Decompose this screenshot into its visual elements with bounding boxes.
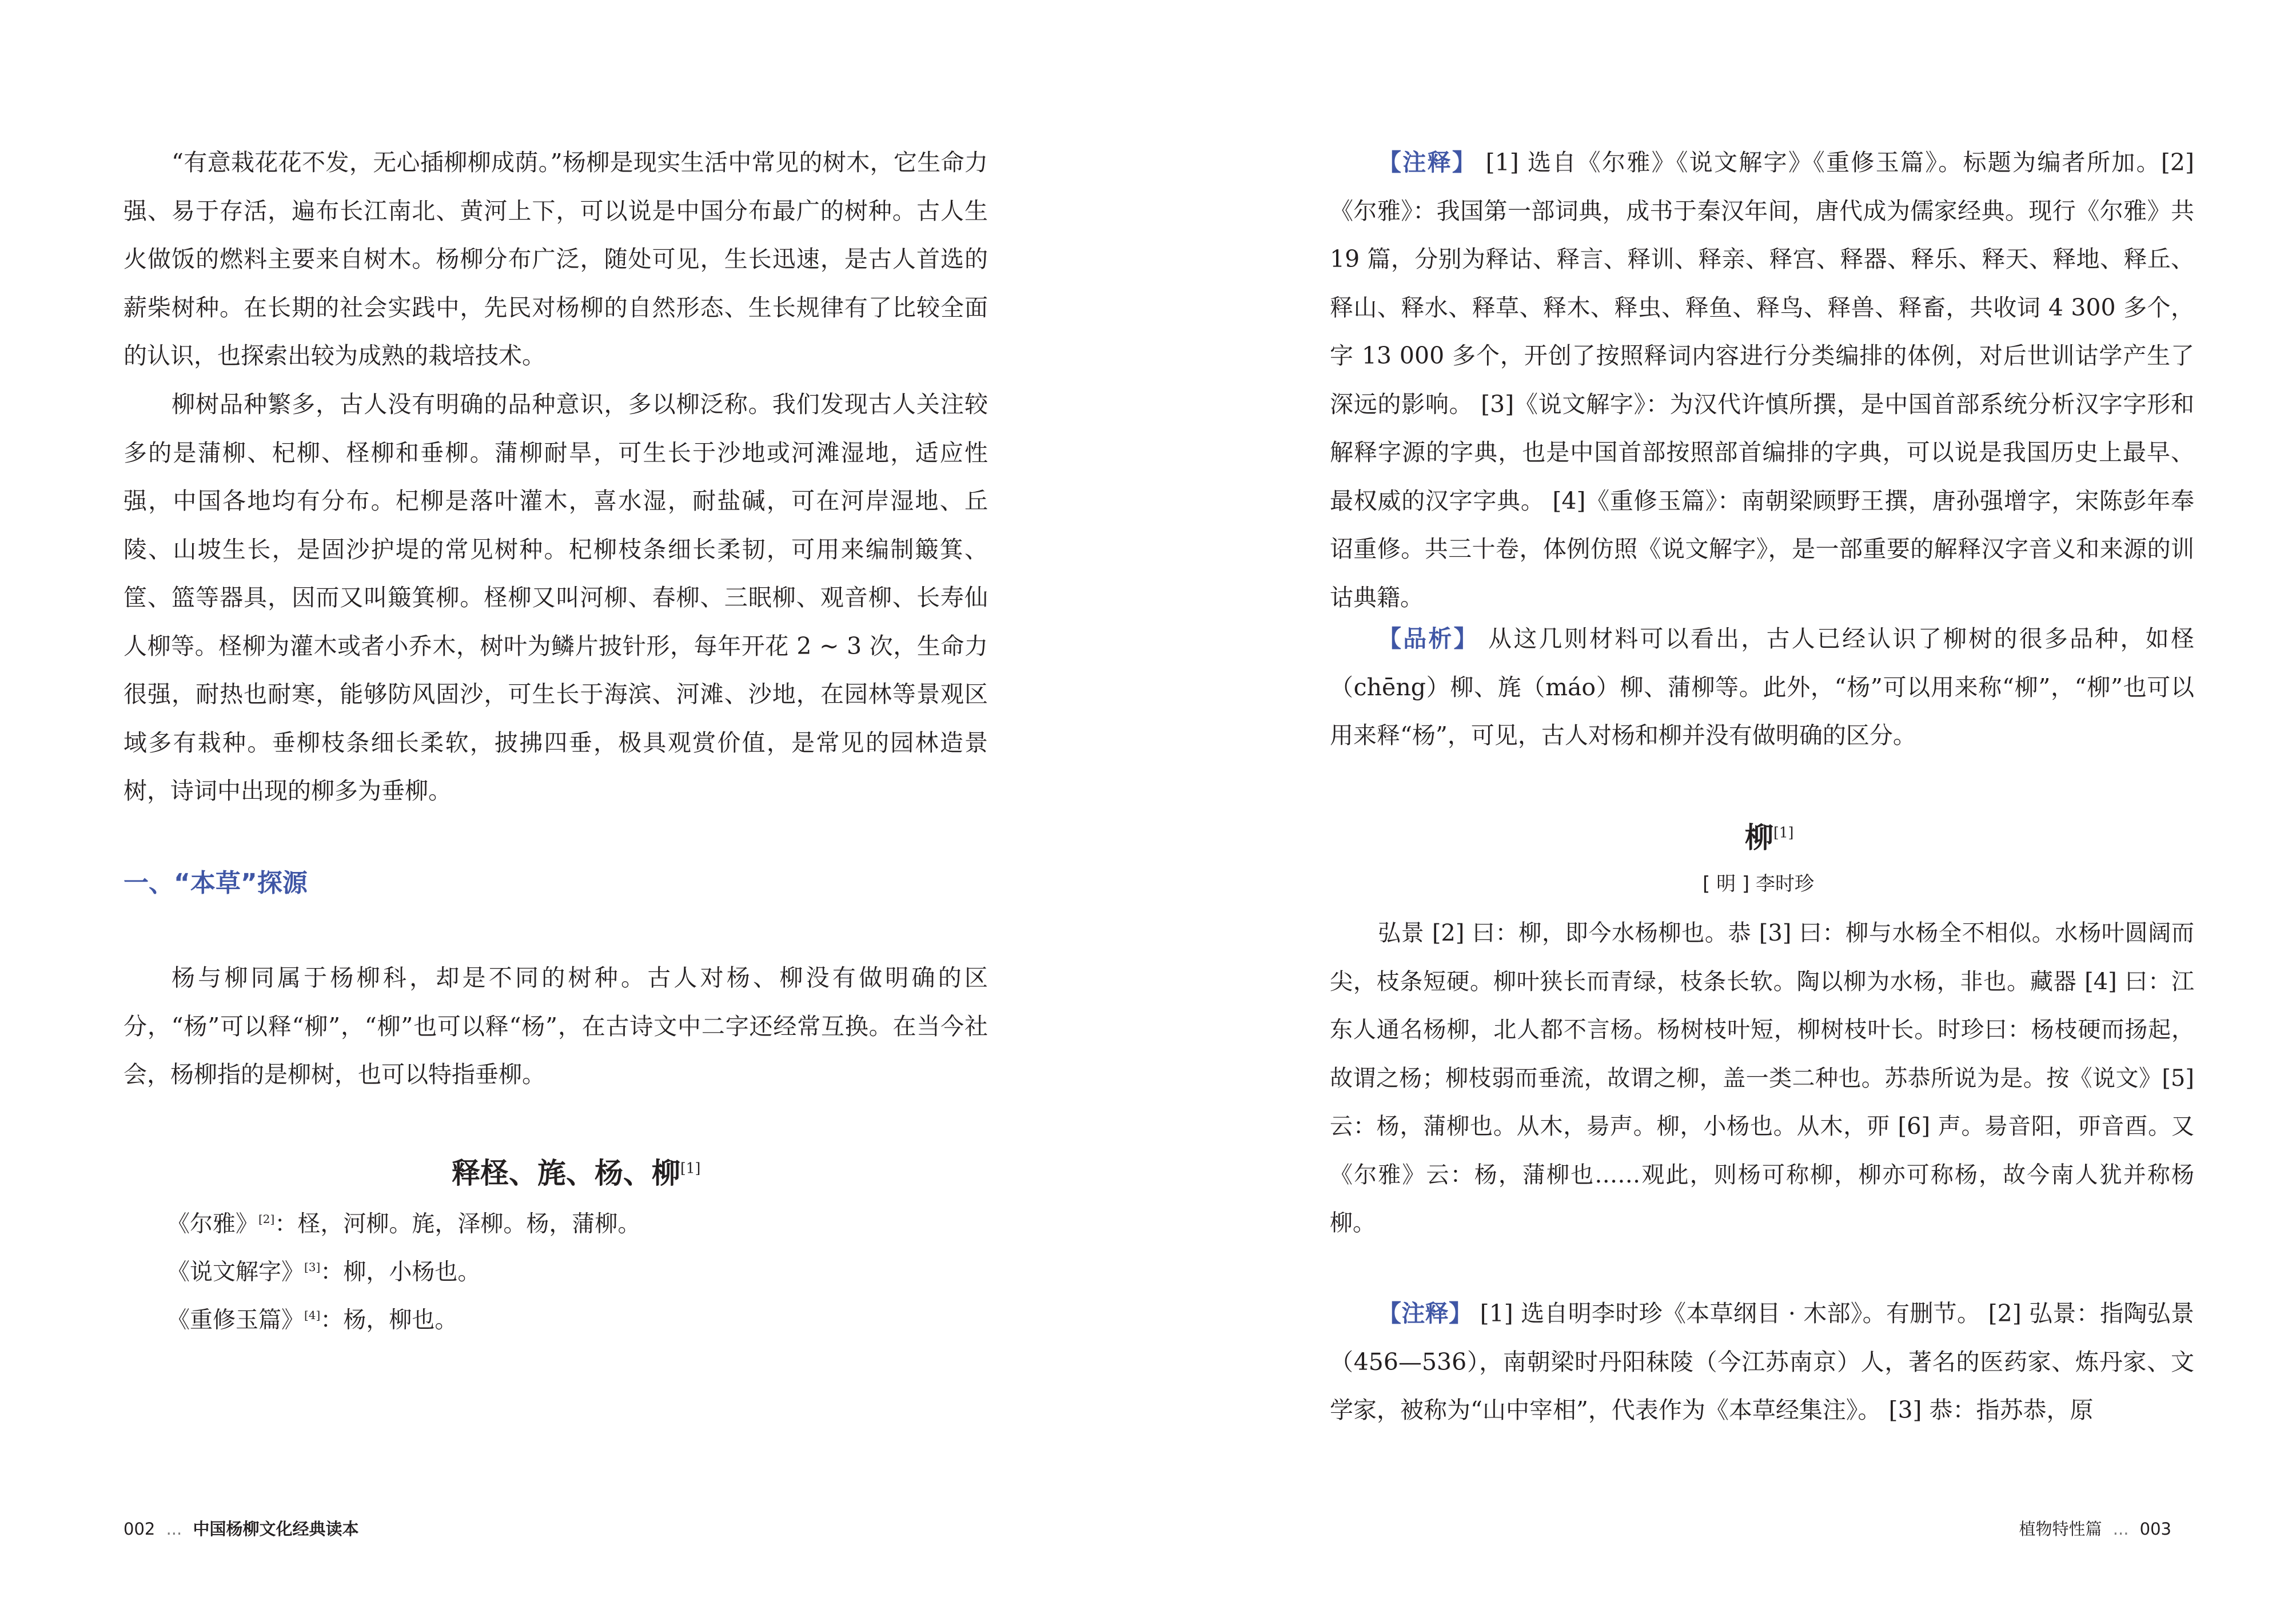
annotation-block-1 (1330, 138, 2194, 622)
footer-dots: ... (166, 1519, 182, 1539)
intro-paragraph-2: 柳树品种繁多，古人没有明确的品种意识，多以柳泛称。我们发现古人关注较多的是蒲柳、杞柳、柽柳和垂柳。蒲柳耐旱，可生长于沙地或河滩湿地，适应性强，中国各地均有分布。杞柳是落叶灌木，喜水湿，耐盐碱，可在河岸湿地、丘陵、山坡生长，是固沙护堤的常见树种。杞柳枝条细长柔韧，可用来编制簸箕、筐、篮等器具，因而又叫簸箕柳。柽柳又叫河柳、春柳、三眠柳、观音柳、长寿仙人柳等。柽柳为灌木或者小乔木，树叶为鳞片披针形，每年开花 2 ~ 3 次，生命力很强，耐热也耐寒，能够防风固沙，可生长于海滨、河滩、沙地，在园林等景观区域多有栽种。垂柳枝条细长柔软，披拂四垂，极具观赏价值，是常见的园林造景树，诗词中出现的柳多为垂柳。 (123, 391, 988, 804)
section-title: 植物特性篇 (2019, 1519, 2102, 1539)
quote-yupian (167, 1291, 457, 1344)
annotation-tag: 【注释】 (1378, 1300, 1473, 1327)
quote-note: [4] (304, 1308, 321, 1322)
quote-text: ：柳，小杨也。 (320, 1258, 481, 1285)
analysis-block (1330, 615, 2194, 760)
quote-erya (167, 1195, 640, 1248)
text-title-label: 柳 (1745, 821, 1773, 854)
text-title-note: [1] (1773, 824, 1794, 841)
quote-text: ：杨，柳也。 (320, 1307, 458, 1333)
text-title-label: 释柽、旄、杨、柳 (452, 1156, 680, 1190)
annotation-text: [1] 选自《尔雅》《说文解字》《重修玉篇》。标题为编者所加。[2]《尔雅》：我国第一部词典，成书于秦汉年间，唐代成为儒家经典。现行《尔雅》共 19 篇，分别为释诂、释言、释训、释亲、释宫、释器、释乐、释天、释地、释丘、释山、释水、释草、释木、释虫、释鱼、释鸟、释兽、释畜，共收词 4 300 多个，字 13 000 多个，开创了按照释词内容进行分类编排的体例，对后世训诂学产生了深远的影响。 [3]《说文解字》：为汉代许慎所撰，是中国首部系统分析汉字字形和解释字源的字典，也是中国首部按照部首编排的字典，可以说是我国历史上最早、最权威的汉字字典。 [4]《重修玉篇》：南朝梁顾野王撰，唐孙强增字，宋陈彭年奉诏重修。共三十卷，体例仿照《说文解字》，是一部重要的解释汉字音义和来源的训诂典籍。 (1330, 149, 2195, 611)
annotation-text: [1] 选自明李时珍《本草纲目 · 木部》。有删节。 [2] 弘景：指陶弘景（456—536），南朝梁时丹阳秣陵（今江苏南京）人，著名的医药家、炼丹家、文学家，被称为“山中宰相”，代表作为《本草经集注》。 [3] 恭：指苏恭，原 (1330, 1300, 2194, 1424)
footer-dots: ... (2112, 1519, 2129, 1539)
left-footer (123, 1516, 358, 1540)
section-heading: 一、“本草”探源 (123, 869, 308, 898)
main-text: 弘景 [2] 曰：柳，即今水杨柳也。恭 [3] 曰：柳与水杨全不相似。水杨叶圆阔而尖，枝条短硬。柳叶狭长而青绿，枝条长软。陶以柳为水杨，非也。藏器 [4] 曰：江东人通名杨柳，北人都不言杨。杨树枝叶短，柳树枝叶长。时珍曰：杨枝硬而扬起，故谓之杨；柳枝弱而垂流，故谓之柳，盖一类二种也。苏恭所说为是。按《说文》[5] 云：杨，蒲柳也。从木，昜声。柳，小杨也。从木，丣 [6] 声。昜音阳，丣音酉。又《尔雅》云：杨，蒲柳也……观此，则杨可称柳，柳亦可称杨，故今南人犹并称杨柳。 (1330, 920, 2194, 1236)
right-footer (2019, 1516, 2171, 1540)
annotation-tag: 【注释】 (1378, 149, 1477, 176)
analysis-text: 从这几则材料可以看出，古人已经认识了柳树的很多品种，如柽（chēng）柳、旄（máo）柳、蒲柳等。此外，“杨”可以用来称“柳”，“柳”也可以用来释“杨”，可见，古人对杨和柳并没有做明确的区分。 (1330, 625, 2194, 749)
page-number: 002 (123, 1519, 156, 1539)
quote-text: ：柽，河柳。旄，泽柳。杨，蒲柳。 (274, 1210, 641, 1237)
text-title-note: [1] (680, 1160, 701, 1177)
analysis-tag: 【品析】 (1378, 625, 1479, 652)
page-number: 003 (2139, 1519, 2171, 1539)
quote-source: 《重修玉篇》 (167, 1307, 304, 1333)
text-title (452, 1150, 700, 1192)
quote-shuowen (167, 1243, 480, 1296)
quote-note: [2] (258, 1212, 275, 1226)
annotation-block-2 (1330, 1289, 2194, 1435)
section-paragraph: 杨与柳同属于杨柳科，却是不同的树种。古人对杨、柳没有做明确的区分，“杨”可以释“柳”，“柳”也可以释“杨”，在古诗文中二字还经常互换。在当今社会，杨柳指的是柳树，也可以特指垂柳。 (123, 964, 988, 1088)
text-title-liu (1745, 815, 1793, 856)
quote-source: 《尔雅》 (167, 1210, 258, 1237)
quote-note: [3] (304, 1260, 321, 1274)
book-title: 中国杨柳文化经典读本 (193, 1519, 359, 1539)
author-line: [ 明 ] 李时珍 (1703, 873, 1814, 895)
right-page (1148, 0, 2296, 1621)
intro-paragraph-1: “有意栽花花不发，无心插柳柳成荫。”杨柳是现实生活中常见的树木，它生命力强、易于存活，遍布长江南北、黄河上下，可以说是中国分布最广的树种。古人生火做饭的燃料主要来自树木。杨柳分布广泛，随处可见，生长迅速，是古人首选的薪柴树种。在长期的社会实践中，先民对杨柳的自然形态、生长规律有了比较全面的认识，也探索出较为成熟的栽培技术。 (123, 149, 988, 369)
quote-source: 《说文解字》 (167, 1258, 304, 1285)
